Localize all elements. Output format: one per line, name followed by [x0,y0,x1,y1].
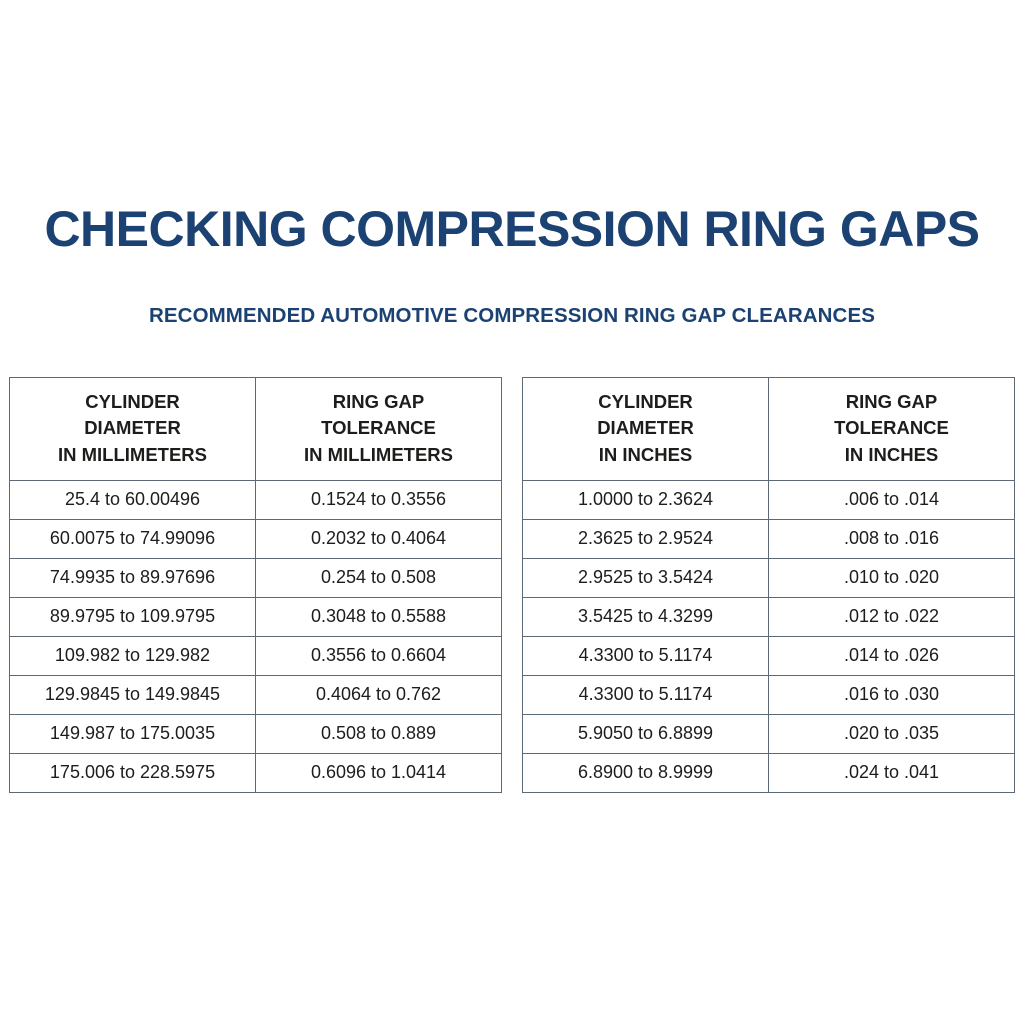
table-row [10,676,502,715]
table-row [10,637,502,676]
cell-diameter: 6.8900 to 8.9999 [523,754,769,793]
cell-tolerance: 0.2032 to 0.4064 [256,520,502,559]
cell-tolerance: .016 to .030 [769,676,1015,715]
table-row [523,637,1015,676]
cell-diameter: 5.9050 to 6.8899 [523,715,769,754]
cell-diameter: 1.0000 to 2.3624 [523,481,769,520]
table-row [10,715,502,754]
header-line-1: RING GAP [332,391,425,412]
cell-tolerance: 0.6096 to 1.0414 [256,754,502,793]
cell-tolerance: 0.4064 to 0.762 [256,676,502,715]
imperial-ring-gap-tolerance-header [769,378,1015,481]
cell-diameter: 129.9845 to 149.9845 [10,676,256,715]
table-header-row [10,378,502,481]
header-line-3: IN MILLIMETERS [303,443,454,465]
table-row [10,559,502,598]
header-line-2: DIAMETER [84,417,181,439]
cell-diameter: 149.987 to 175.0035 [10,715,256,754]
cell-tolerance: 0.3048 to 0.5588 [256,598,502,637]
cell-diameter: 89.9795 to 109.9795 [10,598,256,637]
tables-container [0,377,1024,793]
table-row [523,520,1015,559]
cell-tolerance: 0.3556 to 0.6604 [256,637,502,676]
table-row [523,676,1015,715]
header-line-3: IN INCHES [598,443,693,465]
table-row [10,520,502,559]
cell-tolerance: .014 to .026 [769,637,1015,676]
cell-diameter: 74.9935 to 89.97696 [10,559,256,598]
metric-table-body [10,481,502,793]
cell-diameter: 2.3625 to 2.9524 [523,520,769,559]
cell-diameter: 25.4 to 60.00496 [10,481,256,520]
table-row [523,598,1015,637]
table-row [10,598,502,637]
cell-tolerance: 0.254 to 0.508 [256,559,502,598]
cell-tolerance: .008 to .016 [769,520,1015,559]
header-line-1: CYLINDER [85,391,180,412]
cell-diameter: 109.982 to 129.982 [10,637,256,676]
header-line-3: IN INCHES [844,443,939,465]
cell-tolerance: 0.508 to 0.889 [256,715,502,754]
metric-ring-gap-tolerance-header [256,378,502,481]
table-row [523,754,1015,793]
table-row [10,754,502,793]
cell-diameter: 4.3300 to 5.1174 [523,637,769,676]
cell-tolerance: .020 to .035 [769,715,1015,754]
cell-diameter: 60.0075 to 74.99096 [10,520,256,559]
metric-cylinder-diameter-header [10,378,256,481]
header-line-1: CYLINDER [598,391,693,412]
table-header-row [523,378,1015,481]
cell-diameter: 175.006 to 228.5975 [10,754,256,793]
page-title: CHECKING COMPRESSION RING GAPS [44,201,980,257]
table-row [10,481,502,520]
cell-diameter: 2.9525 to 3.5424 [523,559,769,598]
table-row [523,715,1015,754]
cell-tolerance: .010 to .020 [769,559,1015,598]
page-subtitle: RECOMMENDED AUTOMOTIVE COMPRESSION RING GAP CLEARANCES [149,304,875,327]
header-line-2: TOLERANCE [834,417,949,439]
header-line-1: RING GAP [845,391,938,412]
header-line-2: TOLERANCE [321,417,436,439]
cell-diameter: 4.3300 to 5.1174 [523,676,769,715]
cell-tolerance: .012 to .022 [769,598,1015,637]
metric-table-head [10,378,502,481]
imperial-table-head [523,378,1015,481]
imperial-table-body [523,481,1015,793]
imperial-cylinder-diameter-header [523,378,769,481]
cell-tolerance: .006 to .014 [769,481,1015,520]
header-line-3: IN MILLIMETERS [57,443,208,465]
cell-tolerance: 0.1524 to 0.3556 [256,481,502,520]
cell-tolerance: .024 to .041 [769,754,1015,793]
header-line-2: DIAMETER [597,417,694,439]
imperial-ring-gap-table [522,377,1015,793]
cell-diameter: 3.5425 to 4.3299 [523,598,769,637]
table-row [523,481,1015,520]
table-row [523,559,1015,598]
metric-ring-gap-table [9,377,502,793]
